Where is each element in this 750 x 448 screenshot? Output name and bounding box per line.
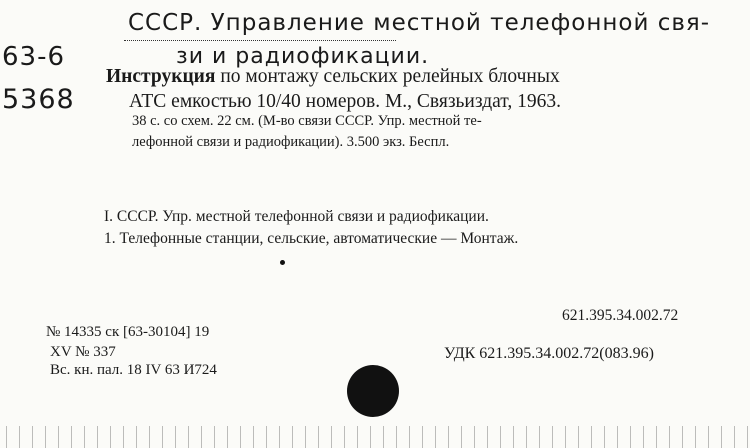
entry-physical-line1: 38 с. со схем. 22 см. (М-во связи СССР. Упр. местной те- xyxy=(132,113,482,129)
entry-imprint-line: АТС емкостью 10/40 номеров. М., Связьиздат, 1963. xyxy=(129,91,561,112)
shelfmark-top: 63-6 xyxy=(2,42,66,72)
catalog-number-line3: Вс. кн. пал. 18 IV 63 И724 xyxy=(50,362,217,378)
shelfmark-bottom: 5368 xyxy=(2,84,75,115)
subject-heading-line: 1. Телефонные станции, сельские, автоматические — Монтаж. xyxy=(104,230,519,247)
handwritten-heading-line2: зи и радиофикации. xyxy=(176,44,430,69)
entry-title-rest: по монтажу сельских релейных блочных xyxy=(215,66,560,87)
entry-title-bold: Инструкция xyxy=(106,66,216,87)
added-entry-line: I. СССР. Упр. местной телефонной связи и радиофикации. xyxy=(104,208,489,225)
entry-physical-line2: лефонной связи и радиофикации). 3.500 экз. Беспл. xyxy=(132,134,450,150)
punch-hole xyxy=(347,365,399,417)
handwritten-underline xyxy=(124,40,396,41)
catalog-number-line1: № 14335 ск [63-30104] 19 xyxy=(46,324,210,340)
handwritten-heading-line1: СССР. Управление местной телефонной свя- xyxy=(128,10,711,36)
udk-code: УДК 621.395.34.002.72(083.96) xyxy=(444,345,654,362)
classification-code: 621.395.34.002.72 xyxy=(562,307,679,324)
scan-noise-strip xyxy=(0,426,750,448)
entry-title-line xyxy=(106,66,560,88)
catalog-number-line2: XV № 337 xyxy=(50,344,116,360)
ink-speck xyxy=(280,260,285,265)
